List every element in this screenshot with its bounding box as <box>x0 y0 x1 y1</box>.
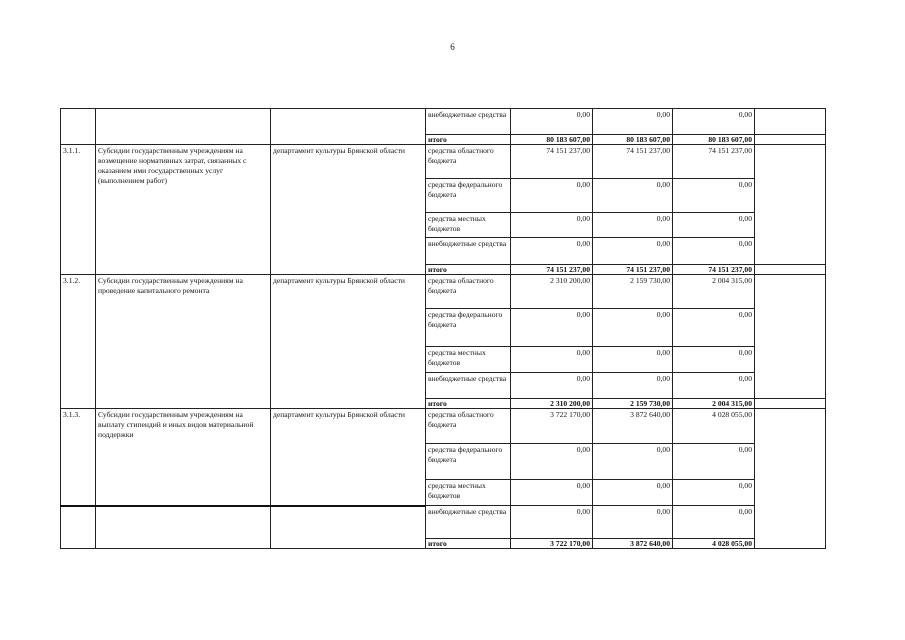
total-value: 80 183 607,00 <box>511 135 593 145</box>
source-cell: средства федерального бюджета <box>426 179 511 213</box>
empty-cell <box>755 109 826 135</box>
total-value: 3 872 640,00 <box>593 539 673 549</box>
value-cell: 0,00 <box>511 309 593 347</box>
source-cell: средства федерального бюджета <box>426 444 511 480</box>
total-label: итого <box>426 265 511 275</box>
value-cell: 0,00 <box>673 309 755 347</box>
value-cell: 0,00 <box>511 506 593 539</box>
source-cell: средства федерального бюджета <box>426 309 511 347</box>
total-value: 3 722 170,00 <box>511 539 593 549</box>
value-cell: 0,00 <box>593 179 673 213</box>
value-cell: 2 310 200,00 <box>511 275 593 309</box>
executor-cell <box>271 109 426 145</box>
value-cell: 0,00 <box>511 373 593 399</box>
source-cell: средства областного бюджета <box>426 275 511 309</box>
value-cell: 0,00 <box>673 347 755 373</box>
executor-cell <box>271 506 426 549</box>
value-cell: 0,00 <box>593 213 673 238</box>
value-cell: 74 151 237,00 <box>593 145 673 179</box>
code-cell <box>61 506 96 549</box>
value-cell: 0,00 <box>511 444 593 480</box>
value-cell: 0,00 <box>511 238 593 265</box>
table-row <box>61 145 826 179</box>
source-cell: средства областного бюджета <box>426 409 511 444</box>
page-number: 6 <box>450 42 455 52</box>
value-cell: 0,00 <box>511 179 593 213</box>
source-cell: внебюджетные средства <box>426 506 511 539</box>
value-cell: 0,00 <box>593 109 673 135</box>
table-row <box>61 109 826 135</box>
empty-cell <box>755 145 826 265</box>
total-label: итого <box>426 135 511 145</box>
value-cell: 0,00 <box>673 480 755 506</box>
table-row <box>61 409 826 444</box>
total-value: 80 183 607,00 <box>673 135 755 145</box>
empty-cell <box>755 399 826 409</box>
total-value: 4 028 055,00 <box>673 539 755 549</box>
value-cell: 2 004 315,00 <box>673 275 755 309</box>
value-cell: 0,00 <box>511 347 593 373</box>
source-cell: внебюджетные средства <box>426 238 511 265</box>
executor-cell: департамент культуры Брянской области <box>271 145 426 275</box>
total-label: итого <box>426 399 511 409</box>
source-cell: средства местных бюджетов <box>426 213 511 238</box>
source-cell: средства областного бюджета <box>426 145 511 179</box>
total-value: 74 151 237,00 <box>593 265 673 275</box>
empty-cell <box>755 265 826 275</box>
code-cell: 3.1.1. <box>61 145 96 275</box>
name-cell: Субсидии государственным учреждениям на возмещение нормативных затрат, связанных с оказанием ими государственных услуг (выполнением работ) <box>96 145 271 275</box>
value-cell: 0,00 <box>673 373 755 399</box>
value-cell: 0,00 <box>593 373 673 399</box>
value-cell: 0,00 <box>511 480 593 506</box>
table-row <box>61 506 826 539</box>
value-cell: 0,00 <box>673 179 755 213</box>
budget-table <box>60 108 826 549</box>
value-cell: 2 159 730,00 <box>593 275 673 309</box>
code-cell <box>61 109 96 145</box>
value-cell: 0,00 <box>593 238 673 265</box>
source-cell: средства местных бюджетов <box>426 347 511 373</box>
value-cell: 74 151 237,00 <box>511 145 593 179</box>
value-cell: 74 151 237,00 <box>673 145 755 179</box>
value-cell: 0,00 <box>593 347 673 373</box>
total-label: итого <box>426 539 511 549</box>
total-value: 74 151 237,00 <box>511 265 593 275</box>
source-cell: внебюджетные средства <box>426 109 511 135</box>
empty-cell <box>755 409 826 549</box>
value-cell: 0,00 <box>673 213 755 238</box>
value-cell: 3 722 170,00 <box>511 409 593 444</box>
empty-cell <box>755 275 826 399</box>
name-cell: Субсидии государственным учреждениям на проведение капитального ремонта <box>96 275 271 409</box>
value-cell: 4 028 055,00 <box>673 409 755 444</box>
table-row <box>61 275 826 309</box>
total-value: 2 159 730,00 <box>593 399 673 409</box>
value-cell: 0,00 <box>673 444 755 480</box>
value-cell: 0,00 <box>593 506 673 539</box>
name-cell: Субсидии государственным учреждениям на выплату стипендий и иных видов материальной поддержки <box>96 409 271 506</box>
total-value: 2 310 200,00 <box>511 399 593 409</box>
source-cell: средства местных бюджетов <box>426 480 511 506</box>
value-cell: 0,00 <box>511 213 593 238</box>
value-cell: 0,00 <box>593 444 673 480</box>
total-value: 74 151 237,00 <box>673 265 755 275</box>
total-value: 80 183 607,00 <box>593 135 673 145</box>
value-cell: 3 872 640,00 <box>593 409 673 444</box>
value-cell: 0,00 <box>673 506 755 539</box>
source-cell: внебюджетные средства <box>426 373 511 399</box>
executor-cell: департамент культуры Брянской области <box>271 275 426 409</box>
value-cell: 0,00 <box>673 238 755 265</box>
value-cell: 0,00 <box>593 480 673 506</box>
value-cell: 0,00 <box>511 109 593 135</box>
name-cell <box>96 109 271 145</box>
value-cell: 0,00 <box>593 309 673 347</box>
value-cell: 0,00 <box>673 109 755 135</box>
empty-cell <box>755 135 826 145</box>
code-cell: 3.1.2. <box>61 275 96 409</box>
executor-cell: департамент культуры Брянской области <box>271 409 426 506</box>
code-cell: 3.1.3. <box>61 409 96 506</box>
name-cell <box>96 506 271 549</box>
total-value: 2 004 315,00 <box>673 399 755 409</box>
